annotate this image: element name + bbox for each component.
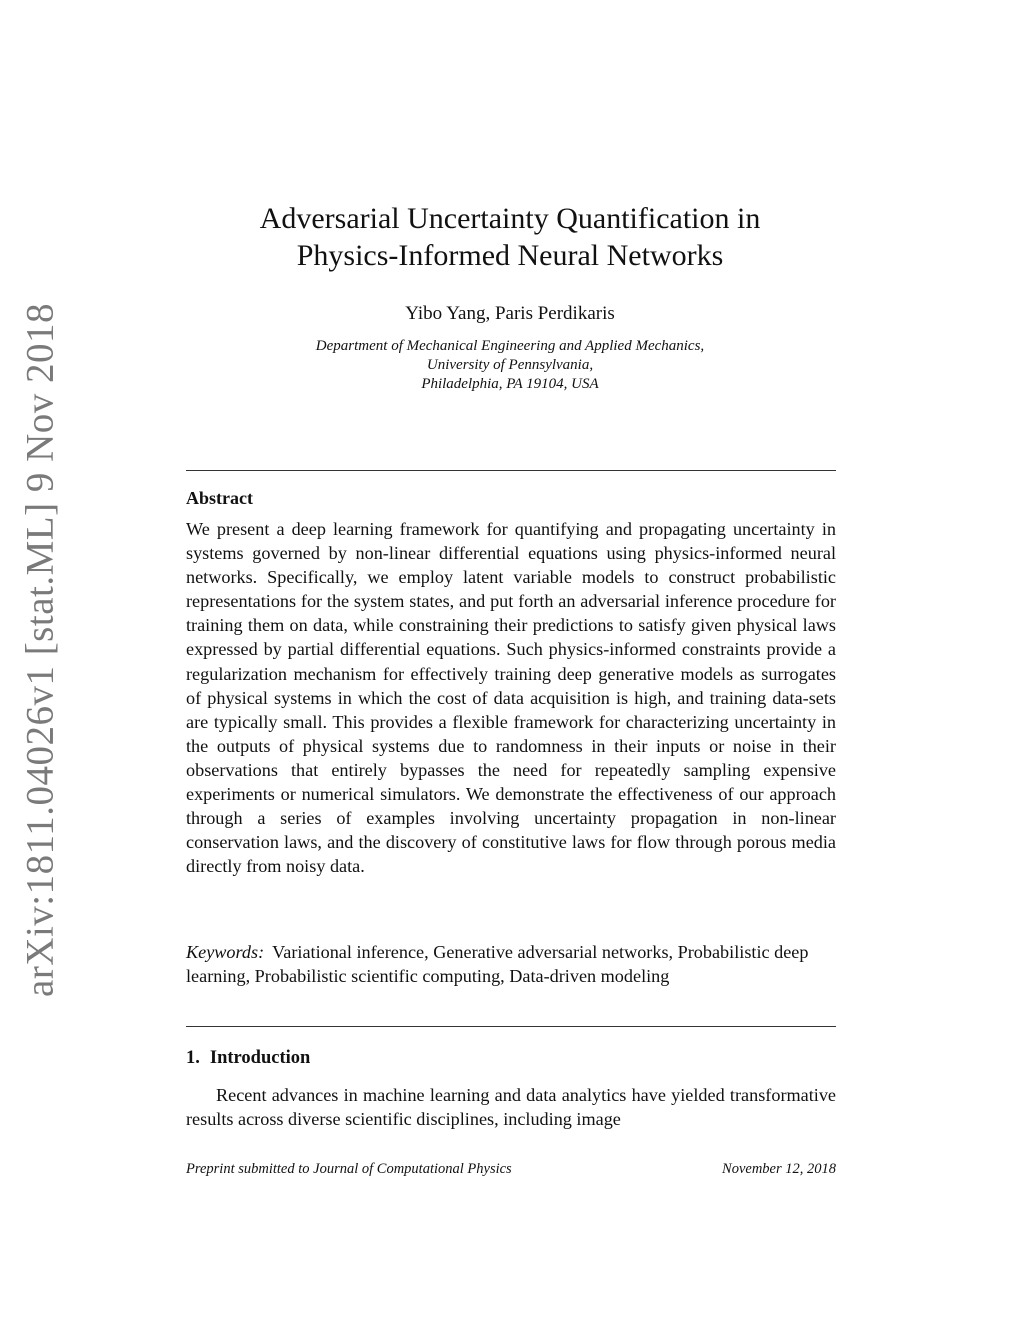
arxiv-identifier: arXiv:1811.04026v1 [stat.ML] 9 Nov 2018 (18, 303, 62, 997)
paper-title (170, 200, 850, 274)
authors: Yibo Yang, Paris Perdikaris (405, 303, 615, 324)
affiliation-line-3: Philadelphia, PA 19104, USA (421, 376, 599, 392)
abstract-heading: Abstract (186, 488, 253, 508)
title-line-2: Physics-Informed Neural Networks (296, 239, 724, 272)
top-divider (186, 470, 836, 471)
section-number: 1. (186, 1048, 200, 1068)
keywords-label: Keywords: (186, 942, 265, 962)
abstract-text: We present a deep learning framework for quantifying and propagating uncertainty in systems governed by non-linear differential equations using physics-informed neural networks. Specifically, we employ latent variable models to construct probabilistic representations for the system states, and put forth an adversarial inference procedure for training them on data, while constraining their predictions to satisfy given physical laws expressed by partial differential equations. Such physics-informed constraints provide a regularization mechanism for effectively training deep generative models as surrogates of physical systems in which the cost of data acquisition is high, and training data-sets are typically small. This provides a flexible framework for characterizing uncertainty in the outputs of physical systems due to randomness in their inputs or noise in their observations that entirely bypasses the need for repeatedly sampling expensive experiments or numerical simulators. We demonstrate the effectiveness of our approach through a series of examples involving uncertainty propagation in non-linear conservation laws, and the discovery of constitutive laws for flow through porous media directly from noisy data. (186, 519, 836, 877)
title-line-1: Adversarial Uncertainty Quantification in (259, 202, 761, 235)
affiliation-line-2: University of Pennsylvania, (426, 357, 594, 373)
introduction-text: Recent advances in machine learning and data analytics have yielded transformative results across diverse scientific disciplines, including image (186, 1085, 836, 1130)
affiliation (170, 337, 850, 394)
bottom-divider (186, 1026, 836, 1027)
footer-date: November 12, 2018 (722, 1161, 836, 1177)
footer-journal: Preprint submitted to Journal of Computational Physics (186, 1161, 512, 1177)
keywords (186, 940, 836, 988)
section-heading-introduction (186, 1048, 310, 1069)
section-title: Introduction (209, 1048, 311, 1068)
affiliation-line-1: Department of Mechanical Engineering and Applied Mechanics, (315, 338, 705, 354)
keywords-text: Variational inference, Generative adversarial networks, Probabilistic deep learning, Probabilistic scientific computing, Data-driven modeling (186, 942, 809, 987)
